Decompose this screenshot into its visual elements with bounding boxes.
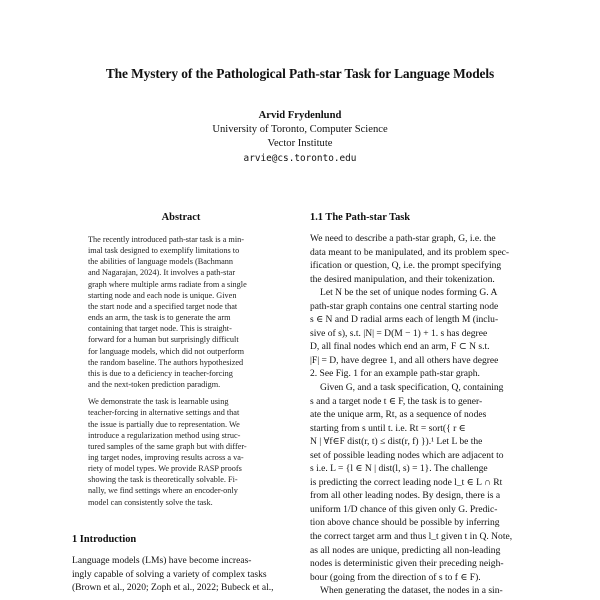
abstract-paragraph-2 xyxy=(88,396,274,508)
pathstar-line: the correct target arm and thus l_t given t in Q. Note, xyxy=(310,531,513,543)
pathstar-line: 2. See Fig. 1 for an example path-star graph. xyxy=(310,368,480,380)
abstract-line: the random baseline. The authors hypothesized xyxy=(88,357,244,367)
intro-line: Language models (LMs) have become increas- xyxy=(72,555,252,566)
pathstar-line: N | ∀f∈F dist(r, t) ≤ dist(r, f) }).¹ Let L be the xyxy=(310,436,483,448)
affiliation-university: University of Toronto, Computer Science xyxy=(212,124,388,135)
abstract-line: graph where multiple arms radiate from a single xyxy=(88,279,247,289)
intro-line: ingly capable of solving a variety of complex tasks xyxy=(72,568,267,580)
abstract-line: this is due to a deficiency in teacher-forcing xyxy=(88,368,233,378)
intro-body xyxy=(72,554,297,595)
pathstar-line: D, all final nodes which end an arm, F ⊂ N s.t. xyxy=(310,341,490,353)
pathstar-heading: 1.1 The Path-star Task xyxy=(310,212,411,223)
abstract-heading: Abstract xyxy=(161,212,201,223)
abstract-line: The recently introduced path-star task is a min- xyxy=(88,235,245,244)
pathstar-line: We need to describe a path-star graph, G, i.e. the xyxy=(310,233,496,244)
pathstar-line: is predicting the correct leading node l_t ∈ L ∩ Rt xyxy=(310,476,503,488)
abstract-line: forward for a human but surprisingly difficult xyxy=(88,335,239,345)
pathstar-line: nodes is deterministic given their preceding neigh- xyxy=(310,558,504,570)
abstract-line: introduce a regularization method using struc- xyxy=(88,430,241,440)
pathstar-line: sive of s), s.t. |N| = D(M − 1) + 1. s has degree xyxy=(310,327,488,339)
pathstar-line: ate the unique arm, Rt, as a sequence of nodes xyxy=(310,409,487,421)
abstract-line: and the next-token prediction paradigm. xyxy=(88,380,221,390)
pathstar-line: s i.e. L = {l ∈ N | dist(l, s) = 1}. The challenge xyxy=(310,463,488,475)
abstract-line: riety of model types. We provide RASP proofs xyxy=(88,464,242,474)
abstract-line: tured samples of the same graph but with differ- xyxy=(88,441,247,451)
abstract-line: the start node and a specified target node that xyxy=(88,301,238,311)
abstract-line: We demonstrate the task is learnable using xyxy=(88,397,229,407)
intro-line: (Brown et al., 2020; Zoph et al., 2022; Bubeck et al., xyxy=(72,582,274,594)
pathstar-line: Let N be the set of unique nodes forming G. A xyxy=(320,287,498,299)
pathstar-line: bour (going from the direction of s to f ∈ F). xyxy=(310,571,481,583)
abstract-line: ends an arm, the task is to generate the arm xyxy=(88,313,231,323)
abstract-line: for language models, which did not outperform xyxy=(88,346,245,356)
abstract-line: teacher-forcing in alternative settings and that xyxy=(88,408,240,418)
pathstar-line: s and a target node t ∈ F, the task is to gener- xyxy=(310,395,483,407)
pathstar-line: path-star graph contains one central starting node xyxy=(310,300,499,312)
abstract-line: showing the task is theoretically solvable. Fi- xyxy=(88,475,238,485)
pathstar-line: uniform 1/D chance of this given only G. Predic- xyxy=(310,503,498,515)
pathstar-line: tion above chance should be possible by inferring xyxy=(310,517,500,529)
affiliation-institute: Vector Institute xyxy=(267,138,333,149)
abstract-line: the issue is partially due to representation. We xyxy=(88,419,240,429)
pathstar-body xyxy=(310,232,532,598)
abstract-line: imal task designed to exemplify limitations to xyxy=(88,246,240,256)
pathstar-line: from all other leading nodes. By design, there is a xyxy=(310,490,501,502)
pathstar-line: |F| = D, have degree 1, and all others have degree xyxy=(310,354,499,366)
pathstar-line: the desired manipulation, and their tokenization. xyxy=(310,273,495,285)
abstract-line: starting node and each node is unique. Given xyxy=(88,290,237,300)
abstract-line: containing that target node. This is straight- xyxy=(88,324,232,334)
paper-title: The Mystery of the Pathological Path-star Task for Language Models xyxy=(105,66,495,81)
pathstar-line: ification or question, Q, i.e. the prompt specifying xyxy=(310,260,502,272)
pathstar-line: data meant to be manipulated, and its problem spec- xyxy=(310,246,510,258)
pathstar-line: s ∈ N and D radial arms each of length M (inclu- xyxy=(310,314,499,326)
abstract-line: ing target nodes, improving results across a va- xyxy=(88,452,244,462)
abstract-paragraph-1 xyxy=(88,234,274,390)
pathstar-line: When generating the dataset, the nodes in a sin- xyxy=(320,585,503,597)
author-name: Arvid Frydenlund xyxy=(258,110,342,121)
author-email: arvie@cs.toronto.edu xyxy=(243,153,357,164)
pathstar-line: as all nodes are unique, predicting all non-leading xyxy=(310,544,501,556)
pathstar-line: set of possible leading nodes which are adjacent to xyxy=(310,449,504,461)
abstract-line: model can consistently solve the task. xyxy=(88,497,213,507)
intro-heading: 1 Introduction xyxy=(72,534,137,545)
pathstar-line: starting from s until t. i.e. Rt = sort({ r ∈ xyxy=(310,422,466,434)
abstract-line: nally, we find settings where an encoder-only xyxy=(88,486,238,496)
abstract-body xyxy=(88,234,274,514)
abstract-line: the abilities of language models (Bachmann xyxy=(88,257,234,267)
pathstar-line: Given G, and a task specification, Q, containing xyxy=(320,382,504,394)
abstract-line: and Nagarajan, 2024). It involves a path-star xyxy=(88,268,236,278)
